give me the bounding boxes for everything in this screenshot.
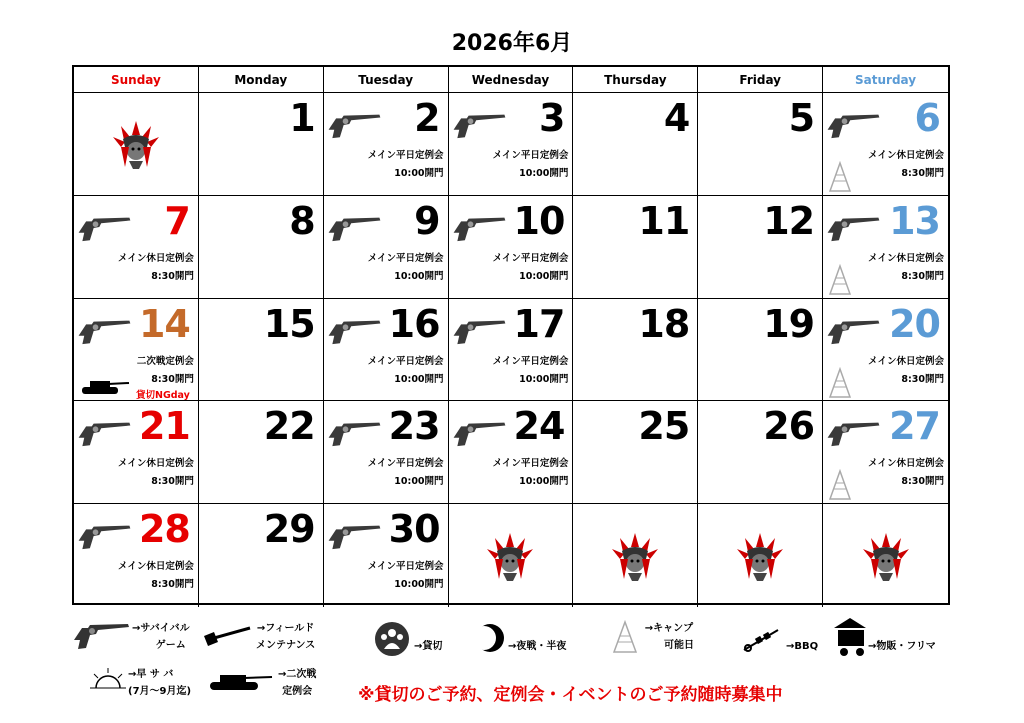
revolver-icon: [76, 212, 132, 244]
day-number: 24: [513, 404, 565, 449]
day-number: 27: [889, 404, 940, 449]
teepee-icon: [829, 264, 851, 296]
teepee-icon: [612, 620, 638, 654]
skewer-icon: [742, 624, 782, 654]
event-name: メイン平日定例会: [367, 458, 444, 470]
gate-open-time: 10:00開門: [519, 373, 569, 385]
day-cell-5[interactable]: [698, 93, 823, 196]
event-name: メイン休日定例会: [118, 561, 194, 573]
weekday-header-thursday: Thursday: [573, 67, 698, 93]
day-cell-14[interactable]: [74, 299, 199, 402]
day-number: 6: [914, 96, 940, 140]
revolver-icon: [76, 520, 132, 552]
gate-open-time: 10:00開門: [394, 579, 444, 591]
revolver-icon: [326, 315, 382, 347]
day-number: 18: [638, 301, 690, 346]
day-cell-18[interactable]: [573, 299, 698, 402]
event-name: メイン休日定例会: [868, 150, 944, 161]
day-cell-3[interactable]: [449, 93, 574, 196]
day-number: 28: [138, 507, 190, 552]
day-number: 16: [388, 301, 440, 346]
day-cell-25[interactable]: [573, 401, 698, 504]
day-number: 3: [538, 96, 565, 140]
tank-icon: [204, 670, 274, 692]
gate-open-time: 10:00開門: [394, 373, 444, 385]
gate-open-time: 8:30開門: [901, 373, 944, 385]
event-name: メイン休日定例会: [118, 252, 194, 264]
legend-camp-line2: 可能日: [664, 640, 694, 651]
day-cell-12[interactable]: [698, 196, 823, 299]
day-number: 30: [388, 507, 440, 552]
legend-early: [128, 666, 191, 700]
weekday-header-friday: Friday: [698, 67, 823, 93]
tank-icon: [80, 379, 130, 395]
legend-second: [278, 666, 316, 700]
day-number: 19: [763, 301, 815, 346]
day-cell-1[interactable]: [199, 93, 324, 196]
day-number: 17: [513, 301, 565, 346]
day-cell-8[interactable]: [199, 196, 324, 299]
event-name: 二次戦定例会: [136, 355, 194, 367]
revolver-icon: [76, 315, 132, 347]
day-cell-2[interactable]: [324, 93, 449, 196]
event-name: メイン平日定例会: [492, 150, 569, 161]
weekday-header-saturday: Saturday: [823, 67, 948, 93]
day-cell-28[interactable]: [74, 504, 199, 607]
gate-open-time: 8:30開門: [151, 579, 194, 591]
legend-camp-line1: →キャンプ: [644, 623, 694, 634]
day-number: 5: [788, 96, 815, 140]
gate-open-time: 10:00開門: [519, 168, 569, 179]
event-name: メイン平日定例会: [367, 252, 444, 264]
gate-open-time: 10:00開門: [519, 476, 569, 488]
event-name: メイン休日定例会: [868, 458, 944, 470]
gate-open-time: 8:30開門: [151, 373, 194, 385]
revolver-icon: [451, 109, 507, 141]
legend-second-line2: 定例会: [282, 686, 313, 697]
day-cell-21[interactable]: [74, 401, 199, 504]
legend-market: →物販・フリマ: [868, 641, 936, 652]
day-number: 2: [414, 96, 440, 140]
day-number: 13: [889, 198, 940, 243]
day-number: 26: [763, 404, 815, 449]
weekday-header-tuesday: Tuesday: [324, 67, 449, 93]
empty-cell[interactable]: [573, 504, 698, 607]
legend-night: →夜戦・半夜: [508, 641, 567, 652]
gate-open-time: 10:00開門: [394, 168, 444, 179]
revolver-icon: [326, 520, 382, 552]
day-cell-19[interactable]: [698, 299, 823, 402]
empty-cell[interactable]: [449, 504, 574, 607]
day-number: 11: [638, 198, 690, 243]
empty-cell[interactable]: [698, 504, 823, 607]
day-cell-10[interactable]: [449, 196, 574, 299]
gate-open-time: 10:00開門: [519, 270, 569, 282]
indian-chief-icon: [483, 529, 537, 583]
day-number: 20: [889, 301, 940, 346]
food-cart-icon: [830, 614, 870, 658]
teepee-icon: [829, 469, 851, 501]
revolver-icon: [326, 109, 382, 141]
day-number: 9: [414, 198, 440, 243]
shovel-icon: [200, 622, 256, 648]
day-number: 4: [663, 96, 690, 140]
day-cell-16[interactable]: [324, 299, 449, 402]
calendar-grid: [72, 65, 950, 605]
day-number: 8: [289, 198, 315, 243]
weekday-header-monday: Monday: [199, 67, 324, 93]
event-name: メイン休日定例会: [118, 458, 194, 470]
day-number: 25: [638, 404, 690, 449]
legend-early-line1: →早 サ バ: [128, 669, 174, 680]
day-cell-17[interactable]: [449, 299, 574, 402]
empty-cell[interactable]: [823, 504, 948, 607]
event-name: メイン平日定例会: [492, 355, 569, 367]
day-cell-27[interactable]: [823, 401, 948, 504]
event-name: メイン休日定例会: [868, 252, 944, 264]
revolver-icon: [825, 212, 881, 244]
page-title: 2026年6月: [451, 31, 573, 56]
revolver-icon: [825, 109, 881, 141]
legend-camp: [644, 620, 694, 654]
event-name: メイン休日定例会: [868, 355, 944, 367]
revolver-icon: [825, 417, 881, 449]
day-number: 21: [138, 404, 190, 449]
legend-field-line1: →フィールド: [256, 623, 315, 634]
gate-open-time: 8:30開門: [151, 476, 194, 488]
revolver-icon: [72, 618, 130, 652]
event-name: メイン平日定例会: [367, 150, 444, 161]
day-cell-7[interactable]: [74, 196, 199, 299]
revolver-icon: [326, 212, 382, 244]
teepee-icon: [829, 161, 851, 193]
legend-survival-line1: →サバイバル: [132, 623, 190, 634]
weekday-header-wednesday: Wednesday: [449, 67, 574, 93]
legend-early-line2: (7月～9月迄): [128, 686, 192, 697]
crescent-moon-icon: [474, 622, 506, 654]
day-number: 29: [263, 507, 315, 552]
legend-bbq: →BBQ: [786, 641, 819, 652]
gate-open-time: 10:00開門: [394, 476, 444, 488]
indian-chief-icon: [859, 529, 913, 583]
day-cell-23[interactable]: [324, 401, 449, 504]
reservation-notice: ※貸切のご予約、定例会・イベントのご予約随時募集中: [358, 685, 783, 705]
day-number: 1: [289, 96, 315, 140]
day-number: 7: [164, 198, 190, 243]
revolver-icon: [451, 417, 507, 449]
legend-field-line2: メンテナンス: [256, 640, 316, 651]
day-number: 12: [763, 198, 815, 243]
day-cell-30[interactable]: [324, 504, 449, 607]
gate-open-time: 8:30開門: [151, 270, 194, 282]
day-cell-4[interactable]: [573, 93, 698, 196]
sunrise-icon: [88, 666, 128, 692]
day-number: 22: [263, 404, 315, 449]
day-cell-20[interactable]: [823, 299, 948, 402]
day-number: 23: [388, 404, 440, 449]
revolver-icon: [451, 212, 507, 244]
gate-open-time: 8:30開門: [901, 270, 944, 282]
day-cell-24[interactable]: [449, 401, 574, 504]
event-name: メイン平日定例会: [492, 252, 569, 264]
gate-open-time: 10:00開門: [394, 270, 444, 282]
gate-open-time: 8:30開門: [901, 168, 944, 179]
revolver-icon: [326, 417, 382, 449]
day-cell-11[interactable]: [573, 196, 698, 299]
weekday-header-sunday: Sunday: [74, 67, 199, 93]
group-icon: [374, 621, 410, 657]
day-cell-6[interactable]: [823, 93, 948, 196]
gate-open-time: 8:30開門: [901, 476, 944, 488]
day-cell-22[interactable]: [199, 401, 324, 504]
indian-chief-icon: [608, 529, 662, 583]
legend-private: →貸切: [414, 641, 443, 652]
day-cell-26[interactable]: [698, 401, 823, 504]
revolver-icon: [825, 315, 881, 347]
legend-survival-line2: ゲーム: [155, 640, 186, 651]
event-name: メイン平日定例会: [367, 561, 444, 573]
legend-survival: [132, 620, 190, 654]
day-cell-29[interactable]: [199, 504, 324, 607]
revolver-icon: [76, 417, 132, 449]
indian-chief-icon: [109, 117, 163, 171]
event-name: メイン平日定例会: [367, 355, 444, 367]
revolver-icon: [451, 315, 507, 347]
day-number: 10: [513, 198, 565, 243]
day-number: 15: [263, 301, 315, 346]
teepee-icon: [829, 367, 851, 399]
legend-second-line1: →二次戦: [278, 669, 317, 680]
private-ng-note: 貸切NGday: [136, 389, 190, 401]
day-number: 14: [138, 301, 190, 346]
day-cell-15[interactable]: [199, 299, 324, 402]
empty-cell[interactable]: [74, 93, 199, 196]
day-cell-9[interactable]: [324, 196, 449, 299]
day-cell-13[interactable]: [823, 196, 948, 299]
indian-chief-icon: [733, 529, 787, 583]
legend-field: [256, 620, 315, 654]
event-name: メイン平日定例会: [492, 458, 569, 470]
